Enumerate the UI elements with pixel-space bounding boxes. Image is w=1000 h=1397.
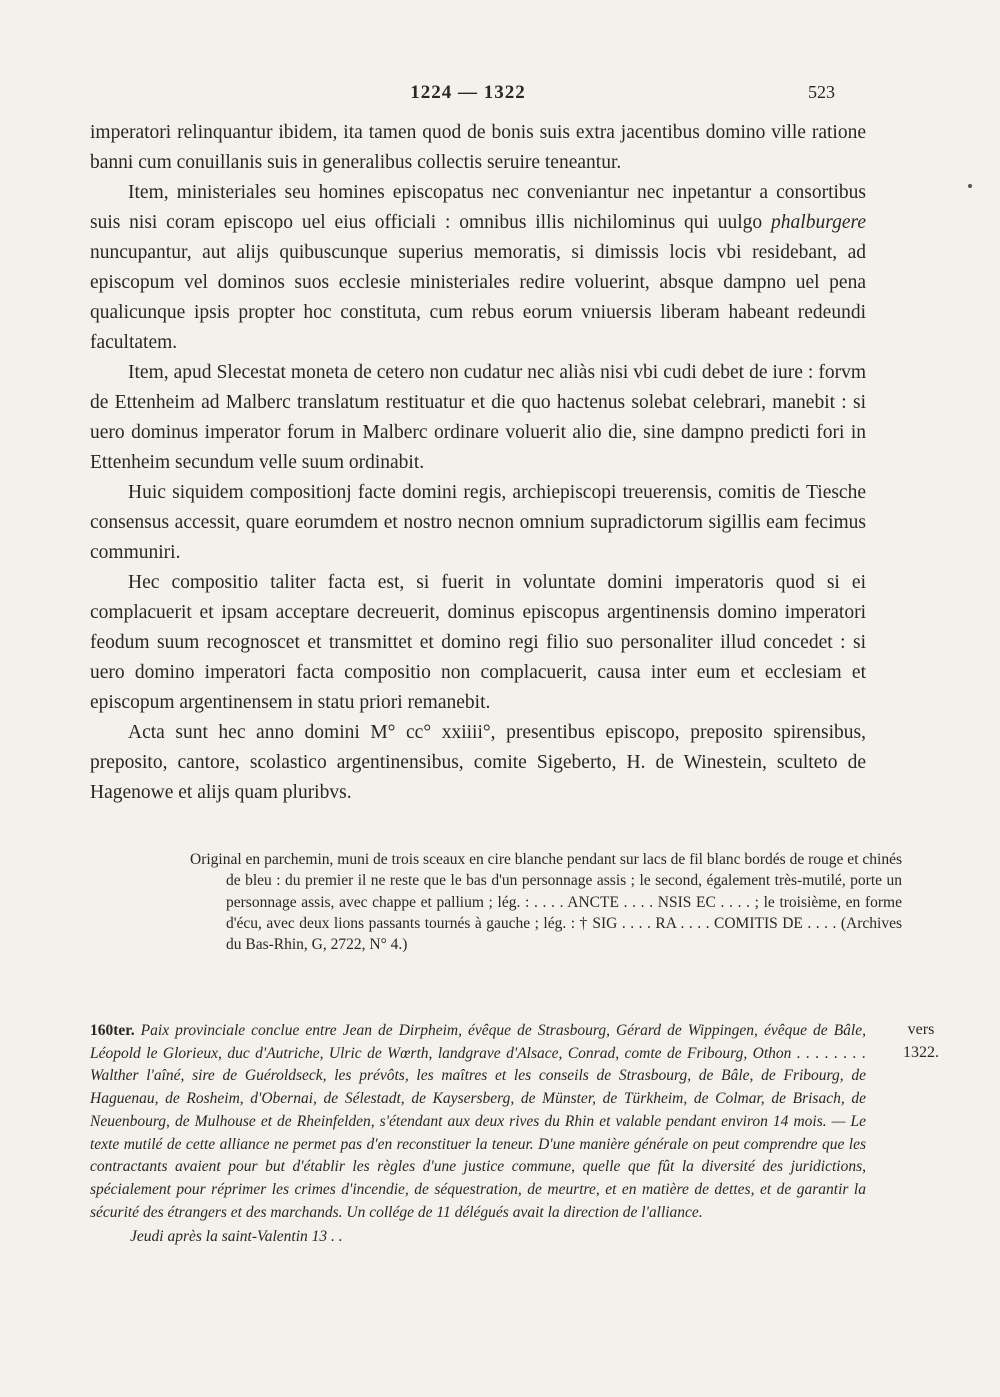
paragraph-text: Item, ministeriales seu homines episcopatus nec conveniantur nec inpetantur a consortibus suis nisi coram episcopo uel eius officiali : omnibus illis nichilominus qui uulgo bbox=[90, 182, 866, 233]
paragraph: Acta sunt hec anno domini M° cc° xxiiii°, presentibus episcopo, preposito spirensibus, preposito, cantore, scolastico argentinensibus, comite Sigeberto, H. de Winestein, sculteto de Hagenowe et alijs quam pluribvs. bbox=[90, 722, 866, 803]
charter-text bbox=[90, 118, 866, 808]
entry-number: 160ter. bbox=[90, 1022, 135, 1039]
margin-dot bbox=[968, 184, 972, 188]
margin-date bbox=[896, 1018, 946, 1064]
paragraph: Item, apud Slecestat moneta de cetero non cudatur nec aliàs nisi vbi cudi debet de iure : forvm de Ettenheim ad Malberc translatum restituatur et die quo hactenus solebat celebrari, manebit : si uero dominus imperator forum in Malberc ordinare voluerit alio die, sine dampno predicti fori in Ettenheim secundum velle suum ordinabit. bbox=[90, 362, 866, 473]
page-number: 523 bbox=[808, 82, 835, 102]
archival-note: Original en parchemin, muni de trois sceaux en cire blanche pendant sur lacs de fil blanc bordés de rouge et chinés de bleu : du premier il ne reste que le bas d'un personnage assis ; le second, également très-mutilé, porte un personnage assis, avec chappe et pallium ; lég. : . . . . ANCTE . . . . NSIS EC . . . . ; le troisième, en forme d'écu, avec deux lions passants tournés à gauche ; lég. : † SIG . . . . RA . . . . COMITIS DE . . . . (Archives du Bas-Rhin, G, 2722, N° 4.) bbox=[190, 851, 902, 954]
entry-summary-text: Paix provinciale conclue entre Jean de Dirpheim, évêque de Strasbourg, Gérard de Wippingen, évêque de Bâle, Léopold le Glorieux, duc d'Autriche, Ulric de Wœrth, landgrave d'Alsace, Conrad, comte de Fribourg, Othon . . . . . . . . Walther l'aîné, sire de Guéroldseck, les prévôts, les maîtres et les conseils de Strasbourg, de Bâle, de Fribourg, de Haguenau, de Rosheim, d'Obernai, de Sélestadt, de Kaysersberg, de Münster, de Türkheim, de Colmar, de Brisach, de Neuenbourg, de Mulhouse et de Rheinfelden, s'étendant aux deux rives du Rhin et valable pendant environ 14 mois. — Le texte mutilé de cette alliance ne permet pas d'en reconstituer la teneur. D'une manière générale on peut comprendre que les contractants avaient pour but d'établir les règles d'une justice commune, quelle que fût la diversité des juridictions, spécialement pour réprimer les crimes d'incendie, de séquestration, de meurtre, et en matière de dettes, et de garantir la sécurité des étrangers et des marchands. Un collége de 11 délégués avait la direction de l'alliance. bbox=[90, 1022, 866, 1221]
margin-date-line: vers bbox=[907, 1021, 935, 1038]
entry-160ter bbox=[90, 1020, 866, 1249]
paragraph bbox=[90, 178, 866, 358]
page-years-heading: 1224 — 1322 bbox=[410, 82, 526, 103]
entry-date: Jeudi après la saint-Valentin 13 . . bbox=[130, 1228, 343, 1246]
paragraph: Huic siquidem compositionj facte domini regis, archiepiscopi treuerensis, comitis de Tiesche consensus accessit, quare eorumdem et nostro necnon omnium supradictorum sigillis eam fecimus communiri. bbox=[90, 482, 866, 563]
margin-date-line: 1322. bbox=[903, 1044, 939, 1061]
paragraph: Hec compositio taliter facta est, si fuerit in voluntate domini imperatoris quod si ei complacuerit et ipsam acceptare decreuerit, dominus episcopus argentinensis domino imperatori feodum suum recognoscet et transmittet et domino regi filio suo personaliter illud concedet : si uero domino imperatori facta compositio non complacuerit, causa inter eum et ecclesiam et episcopum argentinensem in statu priori remanebit. bbox=[90, 572, 866, 713]
paragraph: imperatori relinquantur ibidem, ita tamen quod de bonis suis extra jacentibus domino ville ratione banni cum conuillanis suis in generalibus collectis seruire teneantur. bbox=[90, 122, 866, 173]
entry-summary bbox=[90, 1020, 866, 1224]
italic-term: phalburgere bbox=[771, 212, 866, 233]
paragraph-text: nuncupantur, aut alijs quibuscunque superius memoratis, si dimissis locis vbi residebant, ad episcopum vel dominos suos ecclesie ministeriales redire voluerint, absque dampno uel pena qualicunque ipsis propter hoc constituta, cum rebus eorum vniuersis liberam habeant redeundi facultatem. bbox=[90, 242, 866, 353]
